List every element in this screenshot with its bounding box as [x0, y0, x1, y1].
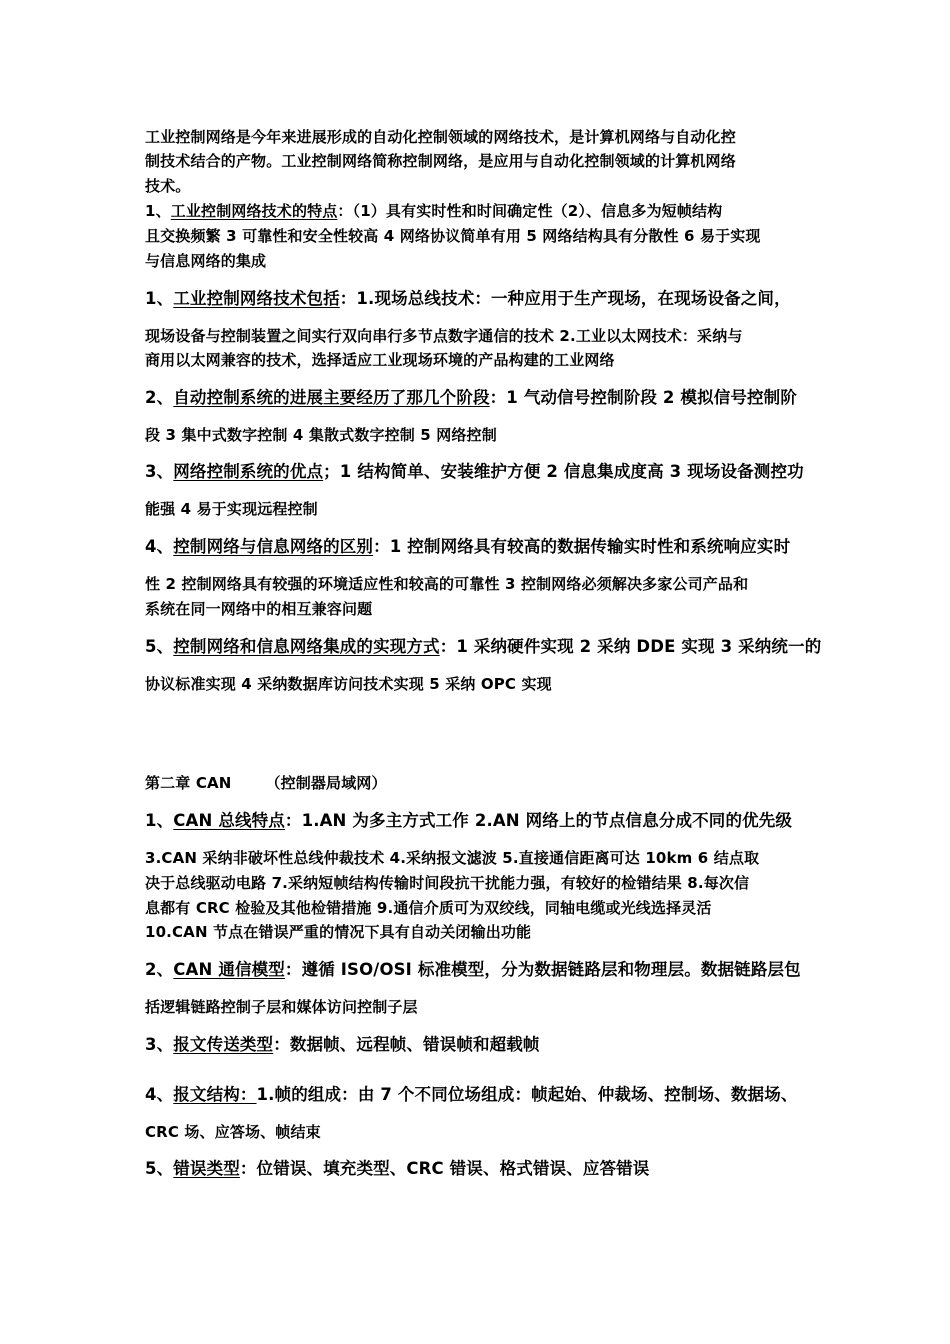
item-term: 自动控制系统的进展主要经历了那几个阶段 [173, 388, 490, 407]
list-item-line: 系统在同一网络中的相互兼容问题 [145, 600, 373, 618]
item-term: 报文传送类型 [173, 1035, 274, 1054]
item-text: ：1.AN 为多主方式工作 2.AN 网络上的节点信息分成不同的优先级 [284, 811, 793, 830]
item-term: CAN 通信模型 [173, 960, 285, 979]
features-line: 且交换频繁 3 可靠性和安全性较高 4 网络协议简单有用 5 网络结构具有分散性 6 易于实现 [145, 227, 761, 245]
list-item-line: 息都有 CRC 检验及其他检错措施 9.通信介质可为双绞线，同轴电缆或光线选择灵活 [145, 899, 712, 917]
item-text: ：数据帧、远程帧、错误帧和超载帧 [273, 1035, 540, 1054]
list-item-line: 3.CAN 采纳非破坏性总线仲裁技术 4.采纳报文滤波 5.直接通信距离可达 10km 6 结点取 [145, 849, 760, 867]
list-item-line: 段 3 集中式数字控制 4 集散式数字控制 5 网络控制 [145, 426, 497, 444]
item-number: 1、 [145, 202, 171, 220]
features-heading-line [145, 201, 722, 221]
item-text: ：1 气动信号控制阶段 2 模拟信号控制阶 [489, 388, 797, 407]
item-text: ；1 结构简单、安装维护方便 2 信息集成度高 3 现场设备测控功 [323, 462, 804, 481]
item-number: 1、 [145, 811, 174, 830]
chapter-title [145, 773, 387, 793]
intro-line: 工业控制网络是今年来进展形成的自动化控制领域的网络技术，是计算机网络与自动化控 [145, 128, 736, 146]
list-item-heading [145, 960, 801, 980]
item-number: 2、 [145, 388, 174, 407]
list-item-heading [145, 811, 792, 831]
list-item-line: 性 2 控制网络具有较强的环境适应性和较高的可靠性 3 控制网络必须解决多家公司产品和 [145, 575, 749, 593]
item-term: 网络控制系统的优点 [173, 462, 324, 481]
intro-line: 制技术结合的产物。工业控制网络简称控制网络，是应用与自动化控制领域的计算机网络 [145, 152, 736, 170]
item-text: ：遵循 ISO/OSI 标准模型，分为数据链路层和物理层。数据链路层包 [284, 960, 801, 979]
list-item-heading [145, 289, 791, 309]
list-item-heading [145, 1085, 798, 1105]
chapter-title-text: 第二章 CAN [145, 774, 232, 792]
item-term: 控制网络与信息网络的区别 [173, 537, 374, 556]
item-term: 工业控制网络技术的特点 [170, 202, 338, 220]
intro-line: 技术。 [145, 177, 191, 195]
item-number: 4、 [145, 1085, 174, 1104]
list-item-line: 能强 4 易于实现远程控制 [145, 500, 318, 518]
chapter-subtitle: （控制器局域网） [265, 774, 387, 792]
list-item-line: 协议标准实现 4 采纳数据库访问技术实现 5 采纳 OPC 实现 [145, 675, 552, 693]
list-item-heading [145, 462, 804, 482]
item-term: 报文结构： [173, 1085, 257, 1104]
item-number: 3、 [145, 462, 174, 481]
item-term: 错误类型 [173, 1159, 240, 1178]
list-item-heading [145, 1159, 649, 1179]
item-text: ：1 控制网络具有较高的数据传输实时性和系统响应实时 [373, 537, 791, 556]
list-item-line: 商用以太网兼容的技术，选择适应工业现场环境的产品构建的工业网络 [145, 351, 615, 369]
item-text: ：位错误、填充类型、CRC 错误、格式错误、应答错误 [239, 1159, 650, 1178]
features-line: 与信息网络的集成 [145, 252, 267, 270]
list-item-heading [145, 637, 821, 657]
item-number: 4、 [145, 537, 174, 556]
item-term: 控制网络和信息网络集成的实现方式 [173, 637, 440, 656]
item-term: CAN 总线特点 [173, 811, 285, 830]
list-item-line: 现场设备与控制装置之间实行双向串行多节点数字通信的技术 2.工业以太网技术：采纳与 [145, 327, 743, 345]
item-text: ：1 采纳硬件实现 2 采纳 DDE 实现 3 采纳统一的 [439, 637, 822, 656]
item-number: 2、 [145, 960, 174, 979]
item-text: ：1.现场总线技术：一种应用于生产现场，在现场设备之间， [339, 289, 791, 308]
list-item-line: 决于总线驱动电路 7.采纳短帧结构传输时间段抗干扰能力强，有较好的检错结果 8.每次信 [145, 874, 750, 892]
item-text: 1.帧的组成：由 7 个不同位场组成：帧起始、仲裁场、控制场、数据场、 [256, 1085, 798, 1104]
item-term: 工业控制网络技术包括 [173, 289, 340, 308]
item-number: 5、 [145, 1159, 174, 1178]
item-text: ：（1）具有实时性和时间确定性（2）、信息多为短帧结构 [337, 202, 723, 220]
item-number: 3、 [145, 1035, 174, 1054]
item-number: 5、 [145, 637, 174, 656]
list-item-heading [145, 1035, 540, 1055]
item-number: 1、 [145, 289, 174, 308]
list-item-line: 括逻辑链路控制子层和媒体访问控制子层 [145, 998, 418, 1016]
list-item-line: 10.CAN 节点在错误严重的情况下具有自动关闭输出功能 [145, 923, 532, 941]
list-item-line: CRC 场、应答场、帧结束 [145, 1123, 321, 1141]
list-item-heading [145, 537, 790, 557]
list-item-heading [145, 388, 797, 408]
